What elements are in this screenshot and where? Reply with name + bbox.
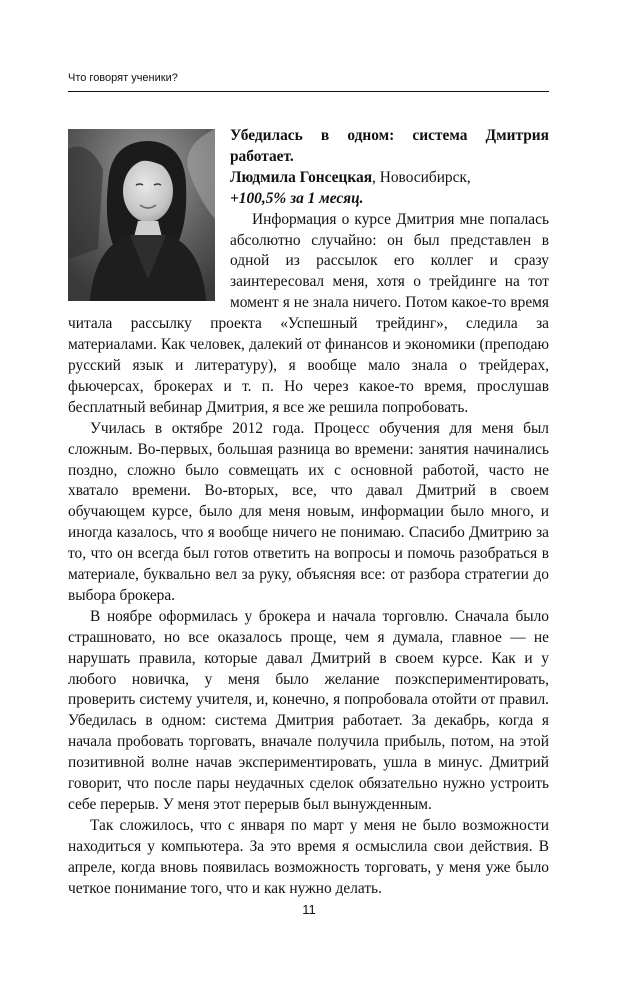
paragraph: Информация о курсе Дмитрия мне попалась абсолютно случайно: он был представлен в одной из рассылок его коллег и сразу заинтересовал меня, хотя о трейдинге на тот момент я не знала ничего. Потом какое-то время читала рассылку проекта «Успешный трейдинг», следила за материалами. Как человек, далекий от финансов и экономики (преподаю русский язык и литературу), я вообще мало знала о трейдерах, фьючерсах, брокерах и т. п. Но через какое-то время, прослушав бесплатный вебинар Дмитрия, я все же решила попробовать. [68, 210, 549, 416]
author-name: Людмила Гонсецкая [230, 168, 373, 186]
author-city: , Новосибирск, [372, 168, 471, 186]
paragraph: Так сложилось, что с января по март у меня не было возможности находиться у компьютера. За это время я осмыслила свои действия. В апреле, когда вновь появилась возможность торговать, у меня уже было четкое понимание того, что и как нужно делать. [68, 816, 549, 897]
result-line: +100,5% за 1 месяц. [230, 189, 364, 207]
photo-wrap-space [68, 126, 230, 308]
paragraph: В ноябре оформилась у брокера и начала торговлю. Сначала было страшновато, но все оказалось проще, чем я думала, главное — не нарушать правила, которые давал Дмитрий в своем курсе. Как и у любого новичка, у меня было желание поэкспериментировать, проверить систему учителя, и, конечно, я попробовала отойти от правил. Убедилась в одном: система Дмитрия работает. За декабрь, когда я начала пробовать торговать, вначале получила прибыль, потом, на этой позитивной волне начав экспериментировать, ушла в минус. Дмитрий говорит, что после пары неудачных сделок обязательно нужно устроить себе перерыв. У меня этот перерыв был вынужденным. [68, 607, 549, 813]
testimonial-title: Убедилась в одном: система Дмитрия работает. [230, 127, 549, 165]
header-rule [68, 91, 549, 92]
running-head: Что говорят ученики? [68, 72, 178, 84]
page-number: 11 [302, 902, 316, 917]
paragraph: Училась в октябре 2012 года. Процесс обучения для меня был сложным. Во-первых, большая разница во времени: занятия начинались поздно, сложно было совмещать их с основной работой, часто не хватало времени. Во-вторых, все, что давал Дмитрий в своем обучающем курсе, было для меня новым, информации было много, и иногда казалось, что я вообще ничего не понимаю. Спасибо Дмитрию за то, что он всегда был готов ответить на вопросы и помочь разобраться в материале, буквально вел за руку, объясняя все: от разбора стратегии до выбора брокера. [68, 419, 549, 604]
testimonial-text [68, 126, 549, 900]
